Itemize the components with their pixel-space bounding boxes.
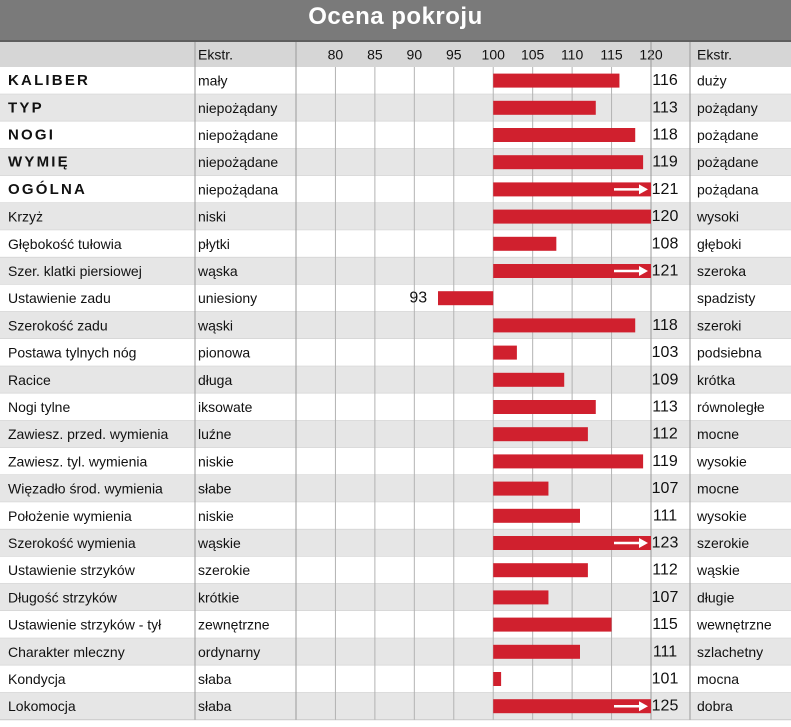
trait-label: Długość strzyków — [8, 589, 117, 606]
value-label: 121 — [651, 180, 679, 198]
left-extreme-label: krótkie — [198, 589, 240, 606]
trait-label: Ustawienie zadu — [8, 290, 111, 307]
bar — [493, 400, 596, 414]
value-label: 111 — [652, 507, 678, 525]
bar — [493, 318, 635, 332]
bar — [493, 454, 643, 468]
trait-label: Ustawienie strzyków - tył — [8, 616, 162, 633]
right-extreme-label: dobra — [697, 698, 733, 715]
left-extreme-label: niski — [198, 208, 227, 225]
value-label: 112 — [652, 425, 678, 443]
right-extreme-label: szlachetny — [697, 643, 764, 660]
value-label: 93 — [409, 289, 428, 307]
trait-label: Więzadło środ. wymienia — [8, 480, 163, 497]
trait-label: Krzyż — [8, 208, 43, 225]
header-left-label: Ekstr. — [198, 46, 234, 63]
left-extreme-label: mały — [198, 72, 228, 89]
right-extreme-label: wąskie — [697, 562, 740, 579]
bar — [493, 672, 501, 686]
right-extreme-label: mocne — [697, 480, 740, 497]
x-tick-label: 100 — [481, 46, 505, 63]
left-extreme-label: wąska — [198, 263, 238, 279]
value-label: 108 — [651, 235, 679, 253]
right-extreme-label: krótka — [697, 371, 736, 388]
right-extreme-label: pożądane — [697, 127, 759, 143]
bar — [493, 509, 580, 523]
left-extreme-label: szerokie — [198, 562, 251, 579]
left-extreme-label: słaba — [198, 671, 232, 687]
bar — [493, 346, 517, 360]
trait-label: KALIBER — [8, 72, 91, 90]
trait-label: WYMIĘ — [8, 153, 70, 171]
bar — [493, 155, 643, 169]
left-extreme-label: niskie — [198, 453, 234, 470]
x-tick-label: 120 — [639, 46, 663, 63]
bar — [493, 128, 635, 142]
left-extreme-label: uniesiony — [198, 290, 258, 307]
value-label: 119 — [652, 452, 678, 470]
right-extreme-label: mocna — [697, 671, 740, 687]
left-extreme-label: niepożądane — [198, 127, 279, 143]
trait-label: Szerokość zadu — [8, 317, 108, 334]
bar — [493, 101, 596, 115]
value-label: 125 — [651, 697, 679, 715]
right-extreme-label: wysokie — [697, 507, 747, 524]
trait-label: OGÓLNA — [8, 180, 88, 198]
value-label: 112 — [652, 561, 678, 579]
trait-label: Nogi tylne — [8, 399, 71, 415]
right-extreme-label: równoległe — [697, 399, 765, 415]
value-label: 103 — [651, 344, 679, 362]
value-label: 111 — [652, 643, 678, 661]
trait-label: NOGI — [8, 126, 56, 144]
left-extreme-label: niepożądany — [198, 99, 278, 116]
bar — [493, 563, 588, 577]
trait-label: Ustawienie strzyków — [8, 562, 135, 579]
trait-label: Kondycja — [8, 671, 66, 687]
left-extreme-label: zewnętrzne — [198, 616, 270, 633]
right-extreme-label: duży — [697, 72, 727, 89]
bar — [493, 373, 564, 387]
left-extreme-label: iksowate — [198, 399, 253, 415]
bar — [493, 210, 651, 224]
trait-label: TYP — [8, 99, 44, 117]
bar — [438, 291, 493, 305]
trait-label: Racice — [8, 371, 51, 388]
right-extreme-label: pożądana — [697, 181, 759, 198]
value-label: 116 — [652, 72, 678, 90]
trait-label: Szerokość wymienia — [8, 535, 136, 551]
value-label: 109 — [651, 371, 679, 389]
value-label: 113 — [652, 398, 678, 416]
x-tick-label: 105 — [520, 46, 545, 63]
left-extreme-label: płytki — [198, 235, 230, 252]
x-tick-label: 110 — [560, 46, 584, 63]
right-extreme-label: mocne — [697, 426, 740, 443]
trait-label: Położenie wymienia — [8, 507, 132, 524]
x-tick-label: 80 — [327, 46, 344, 63]
value-label: 101 — [651, 670, 679, 688]
trait-label: Charakter mleczny — [8, 643, 125, 660]
value-label: 121 — [651, 262, 679, 280]
right-extreme-label: pożądane — [697, 154, 759, 171]
value-label: 107 — [651, 480, 679, 498]
left-extreme-label: długa — [198, 371, 233, 388]
table-row — [0, 285, 791, 312]
value-label: 115 — [652, 616, 678, 634]
bar — [493, 427, 588, 441]
left-extreme-label: słaba — [198, 698, 232, 715]
bar — [493, 645, 580, 659]
value-label: 118 — [652, 316, 678, 334]
chart-title: Ocena pokroju — [308, 3, 483, 30]
left-extreme-label: niepożądana — [198, 181, 279, 198]
header-right-label: Ekstr. — [697, 46, 733, 63]
value-label: 113 — [652, 99, 678, 117]
left-extreme-label: ordynarny — [198, 643, 261, 660]
value-label: 120 — [651, 208, 679, 226]
trait-label: Głębokość tułowia — [8, 235, 122, 252]
right-extreme-label: głęboki — [697, 235, 742, 252]
x-tick-label: 90 — [406, 46, 423, 63]
x-tick-label: 95 — [445, 46, 462, 63]
bar — [493, 74, 619, 88]
trait-label: Zawiesz. przed. wymienia — [8, 426, 169, 443]
right-extreme-label: długie — [697, 589, 735, 606]
x-tick-label: 115 — [600, 46, 623, 63]
right-extreme-label: wewnętrzne — [697, 616, 772, 633]
right-extreme-label: szeroka — [697, 263, 747, 279]
value-label: 119 — [652, 153, 678, 171]
right-extreme-label: wysokie — [697, 453, 747, 470]
right-extreme-label: podsiebna — [697, 344, 762, 361]
trait-label: Postawa tylnych nóg — [8, 344, 137, 361]
trait-label: Zawiesz. tyl. wymienia — [8, 453, 148, 470]
right-extreme-label: szeroki — [697, 317, 742, 334]
header-row — [0, 42, 791, 67]
value-label: 107 — [651, 588, 679, 606]
right-extreme-label: spadzisty — [697, 290, 756, 307]
title-bar — [0, 0, 791, 42]
bar — [493, 237, 556, 251]
value-label: 118 — [652, 126, 678, 144]
trait-label: Szer. klatki piersiowej — [8, 263, 142, 279]
right-extreme-label: wysoki — [697, 208, 740, 225]
value-label: 123 — [651, 534, 679, 552]
left-extreme-label: luźne — [198, 426, 232, 443]
left-extreme-label: pionowa — [198, 344, 251, 361]
chart-svg — [0, 42, 791, 727]
left-extreme-label: słabe — [198, 480, 232, 497]
left-extreme-label: niepożądane — [198, 154, 279, 171]
left-extreme-label: wąski — [198, 317, 234, 334]
trait-label: Lokomocja — [8, 698, 76, 715]
bar — [493, 618, 611, 632]
x-tick-label: 85 — [367, 46, 383, 63]
left-extreme-label: wąskie — [198, 535, 241, 551]
right-extreme-label: szerokie — [697, 535, 750, 551]
bar — [493, 590, 548, 604]
right-extreme-label: pożądany — [697, 99, 758, 116]
bar — [493, 482, 548, 496]
left-extreme-label: niskie — [198, 507, 234, 524]
